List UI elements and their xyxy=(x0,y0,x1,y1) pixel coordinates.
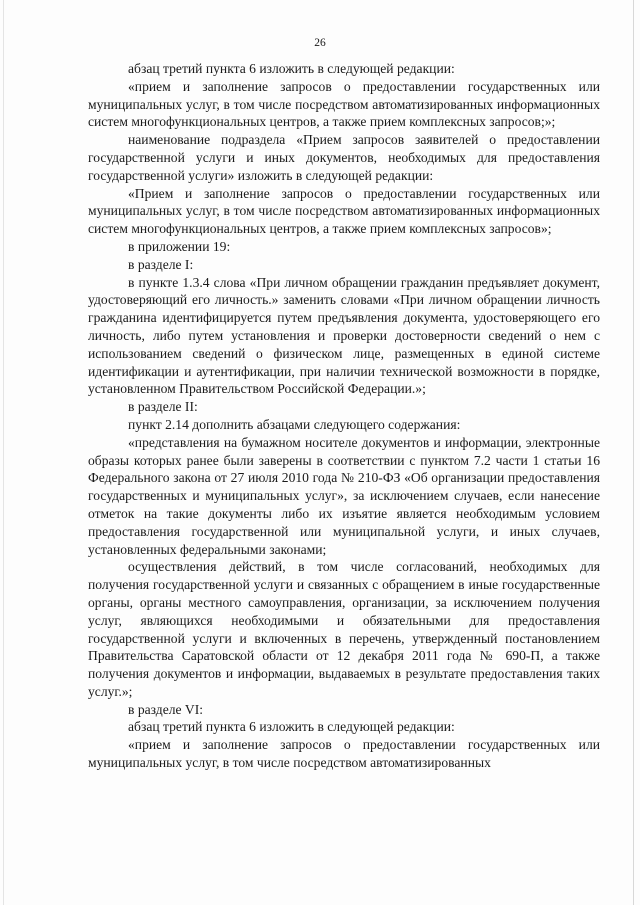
paragraph: в разделе VI: xyxy=(128,701,204,717)
scan-edge-right xyxy=(633,0,634,905)
paragraph: наименование подраздела «Прием запросов заявителей о предоставлении государственной услуги и иных документов, необходимых для предоставления государственной услуги» изложить в следующей редакции: xyxy=(88,132,600,183)
scan-edge-left xyxy=(3,0,4,905)
paragraph: в приложении 19: xyxy=(128,238,231,254)
paragraph: «представления на бумажном носителе документов и информации, электронные образы которых ранее были заверены в соответствии с пунктом 7.2 части 1 статьи 16 Федерального закона от 27 июля 2010 года № 210-ФЗ «Об организации предоставления государственных и муниципальных услуг», за исключением случаев, если нанесение отметок на такие документы либо их изъятие является необходимым условием предоставления государственной или муниципальной услуги, и иных случаев, установленных федеральными законами; xyxy=(88,434,600,557)
document-body xyxy=(88,60,600,772)
paragraph: «прием и заполнение запросов о предоставлении государственных или муниципальных услуг, в том числе посредством автоматизированных информационных систем многофункциональных центров, а также прием комплексных запросов;»; xyxy=(88,78,600,130)
paragraph: в разделе I: xyxy=(128,256,194,272)
paragraph: «Прием и заполнение запросов о предоставлении государственных или муниципальных услуг, в том числе посредством автоматизированных информационных систем многофункциональных центров, а также прием комплексных запросов»; xyxy=(88,185,600,237)
paragraph: абзац третий пункта 6 изложить в следующей редакции: xyxy=(128,61,455,76)
paragraph: осуществления действий, в том числе согласований, необходимых для получения государственной услуги и связанных с обращением в иные государственные органы, органы местного самоуправления, организации, за исключением получения услуг, являющихся необходимыми и обязательными для предоставления государственной услуги и включенных в перечень, утвержденный постановлением Правительства Саратовской области от 12 декабря 2011 года № 690-П, а также получения документов и информации, выдаваемых в результате предоставления таких услуг.»; xyxy=(88,559,600,699)
paragraph: «прием и заполнение запросов о предоставлении государственных или муниципальных услуг, в том числе посредством автоматизированных xyxy=(88,737,600,771)
paragraph: в разделе II: xyxy=(128,399,198,415)
paragraph: абзац третий пункта 6 изложить в следующей редакции: xyxy=(128,719,455,735)
page-number: 26 xyxy=(314,37,326,49)
paragraph: пункт 2.14 дополнить абзацами следующего содержания: xyxy=(128,416,461,432)
paragraph: в пункте 1.3.4 слова «При личном обращении гражданин предъявляет документ, удостоверяющий его личность.» заменить словами «При личном обращении личность гражданина идентифицируется путем предъявления документа, удостоверяющего его личность, либо путем установления и проверки достоверности сведений о нем с использованием сведений о физическом лице, размещенных в единой системе идентификации и аутентификации, при наличии технической возможности в порядке, установленном Правительством Российской Федерации.»; xyxy=(88,274,600,397)
